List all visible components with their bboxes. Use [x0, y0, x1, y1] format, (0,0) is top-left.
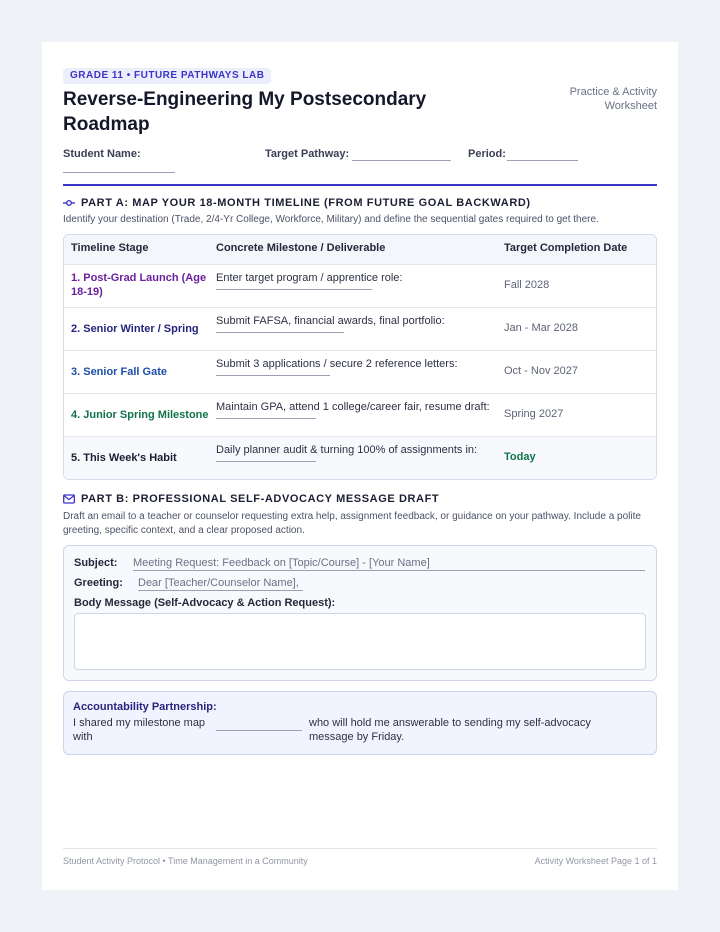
milestone-answer-line[interactable]	[216, 289, 372, 290]
milestone-cell[interactable]	[216, 314, 501, 333]
grade-badge: GRADE 11 • FUTURE PATHWAYS LAB	[63, 68, 271, 84]
target-date: Jan - Mar 2028	[504, 322, 578, 334]
milestone-text: Daily planner audit & turning 100% of assignments in:	[216, 444, 478, 456]
milestone-text: Maintain GPA, attend 1 college/career fair, resume draft:	[216, 401, 490, 413]
part-a-heading: PART A: MAP YOUR 18-MONTH TIMELINE (FROM FUTURE GOAL BACKWARD)	[81, 197, 531, 209]
timeline-table	[63, 234, 657, 480]
subject-label: Subject:	[74, 557, 118, 569]
student-info-fields	[63, 148, 657, 174]
greeting-input[interactable]: Dear [Teacher/Counselor Name],	[138, 576, 303, 591]
part-a-header	[63, 195, 657, 211]
accountability-title: Accountability Partnership:	[73, 701, 217, 713]
column-header: Timeline Stage	[71, 242, 149, 254]
body-label: Body Message (Self-Advocacy & Action Request):	[74, 597, 336, 609]
milestone-text: Submit 3 applications / secure 2 reference letters:	[216, 358, 458, 370]
envelope-icon	[63, 493, 75, 505]
footer-left: Student Activity Protocol • Time Management in a Community	[63, 856, 308, 866]
table-row	[64, 436, 656, 480]
target-pathway-line	[352, 160, 451, 161]
milestone-answer-line[interactable]	[216, 461, 316, 462]
target-date: Spring 2027	[504, 408, 564, 420]
target-date: Today	[504, 451, 536, 463]
target-date: Oct - Nov 2027	[504, 365, 578, 377]
part-b-description: Draft an email to a teacher or counselor requesting extra help, assignment feedback, or guidance on your pathway. Include a polite greeting, specific context, and a clear proposed action.	[63, 511, 641, 536]
partner-name-line[interactable]	[216, 730, 302, 731]
table-row	[64, 307, 656, 350]
timeline-icon	[63, 197, 75, 209]
period-line	[507, 160, 578, 161]
header-divider	[63, 184, 657, 186]
milestone-text: Submit FAFSA, financial awards, final portfolio:	[216, 315, 445, 327]
period-field[interactable]	[468, 148, 506, 160]
target-pathway-label: Target Pathway:	[265, 148, 350, 160]
document-type: Practice & Activity Worksheet	[569, 86, 657, 112]
column-header: Target Completion Date	[504, 242, 628, 254]
page-title: Reverse-Engineering My Postsecondary Roadmap	[63, 89, 427, 135]
table-row	[64, 393, 656, 436]
part-a-description: Identify your destination (Trade, 2/4-Yr College, Workforce, Military) and define the sequential gates required to get there.	[63, 214, 599, 225]
email-draft-box	[63, 545, 657, 681]
milestone-answer-line[interactable]	[216, 332, 344, 333]
milestone-cell[interactable]	[216, 357, 501, 376]
worksheet-page	[42, 42, 678, 890]
greeting-label: Greeting:	[74, 577, 123, 589]
part-b-header	[63, 491, 657, 507]
target-pathway-field[interactable]	[265, 148, 349, 160]
student-name-field[interactable]	[63, 148, 141, 160]
subject-input[interactable]: Meeting Request: Feedback on [Topic/Course] - [Your Name]	[133, 556, 645, 571]
footer-divider	[63, 848, 657, 849]
table-row	[64, 350, 656, 393]
milestone-text: Enter target program / apprentice role:	[216, 272, 403, 284]
part-b-heading: PART B: PROFESSIONAL SELF-ADVOCACY MESSAGE DRAFT	[81, 493, 440, 505]
milestone-cell[interactable]	[216, 443, 501, 462]
table-header-row	[64, 235, 656, 264]
column-header: Concrete Milestone / Deliverable	[216, 242, 386, 254]
target-date: Fall 2028	[504, 279, 550, 291]
timeline-stage: 2. Senior Winter / Spring	[71, 323, 199, 335]
accountability-text-end: who will hold me answerable to sending my self-advocacy message by Friday.	[309, 717, 591, 743]
milestone-cell[interactable]	[216, 400, 501, 419]
student-name-label: Student Name:	[63, 148, 141, 160]
table-row	[64, 264, 656, 307]
timeline-stage: 1. Post-Grad Launch (Age 18-19)	[71, 272, 207, 298]
footer-right: Activity Worksheet Page 1 of 1	[534, 856, 657, 866]
timeline-stage: 5. This Week's Habit	[71, 452, 177, 464]
student-name-line	[63, 172, 175, 173]
milestone-answer-line[interactable]	[216, 418, 316, 419]
accountability-box	[63, 691, 657, 755]
timeline-stage: 3. Senior Fall Gate	[71, 366, 167, 378]
accountability-text-start: I shared my milestone map with	[73, 717, 206, 743]
period-label: Period:	[468, 148, 506, 160]
timeline-stage: 4. Junior Spring Milestone	[71, 409, 209, 421]
body-message-textarea[interactable]	[74, 613, 646, 670]
milestone-cell[interactable]	[216, 271, 501, 290]
milestone-answer-line[interactable]	[216, 375, 330, 376]
